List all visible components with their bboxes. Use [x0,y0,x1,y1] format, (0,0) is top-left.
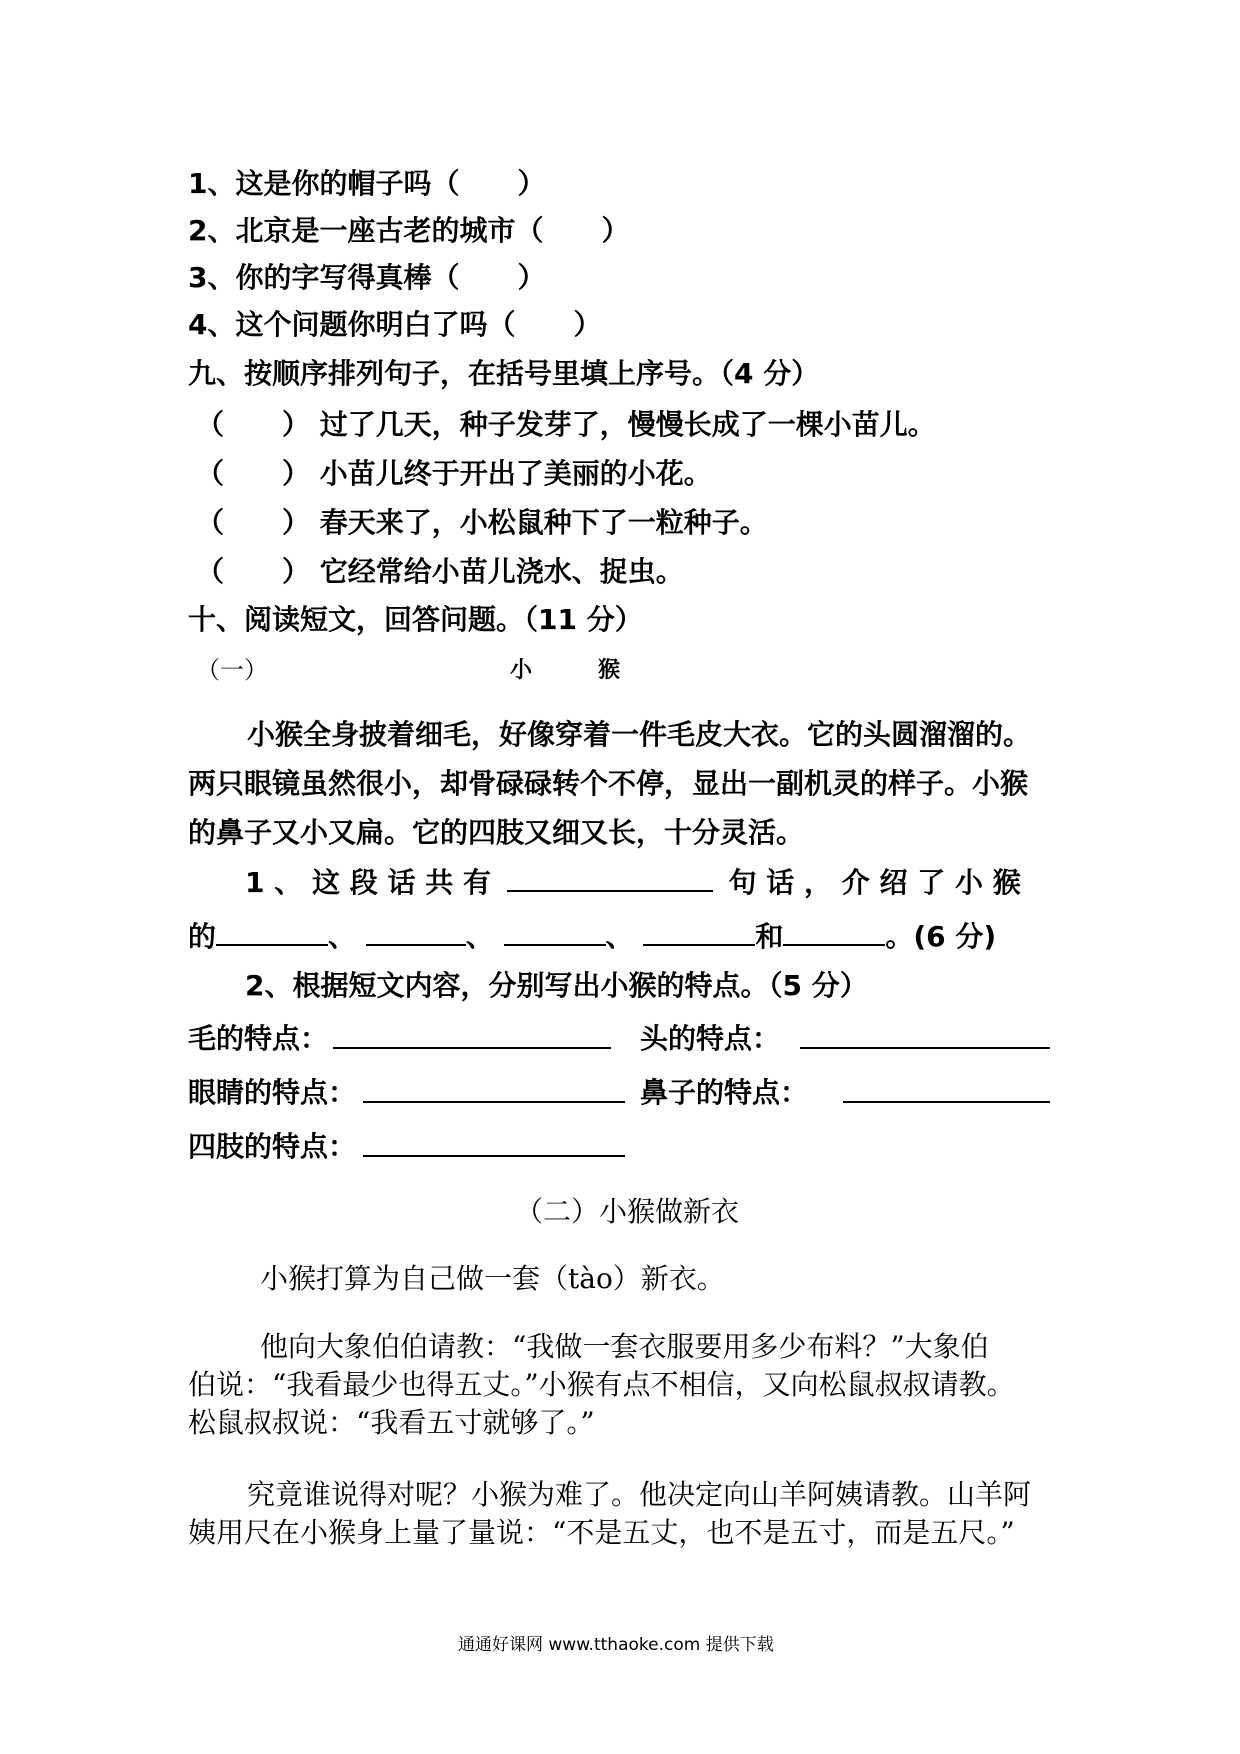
part2-p1: 小猴打算为自己做一套（tào）新衣。 [260,1262,725,1295]
s10-title: 十、阅读短文，回答问题。（11 分） [188,603,643,636]
s9-item-4: （ ） 它经常给小苗儿浇水、捉虫。 [196,555,684,588]
s9-title: 九、按顺序排列句子，在括号里填上序号。（4 分） [188,357,820,390]
part2-p2-line-1: 他向大象伯伯请教：“我做一套衣服要用多少布料？”大象伯 [260,1330,989,1363]
part1-label: （一） [196,656,268,684]
q2-title: 2、根据短文内容，分别写出小猴的特点。（5 分） [245,969,868,1002]
part1-para-line-2: 两只眼镜虽然很小，却骨碌碌转个不停，显出一副机灵的样子。小猴 [188,767,1029,800]
part1-title: 小 猴 [510,658,621,683]
q1-blank-4[interactable] [643,918,755,946]
field-nose-label: 鼻子的特点： [640,1076,809,1109]
q1-blank-5[interactable] [783,918,885,946]
field-limbs-blank[interactable] [363,1129,625,1157]
s8-item-2: 2、北京是一座古老的城市（ ） [188,214,630,247]
q1-line-2: 的 、 、 、 和 。(6 分) [188,920,997,953]
s9-item-2: （ ） 小苗儿终于开出了美丽的小花。 [196,457,712,490]
part1-para-line-3: 的鼻子又小又扁。它的四肢又细又长，十分灵活。 [188,816,805,849]
part2-p3-line-2: 姨用尺在小猴身上量了量说：“不是五丈，也不是五寸，而是五尺。” [188,1516,1015,1549]
s8-item-4: 4、这个问题你明白了吗（ ） [188,308,602,341]
field-nose-blank[interactable] [843,1075,1050,1103]
s9-item-1: （ ） 过了几天，种子发芽了，慢慢长成了一棵小苗儿。 [196,408,936,441]
part2-p3-line-1: 究竟谁说得对呢？小猴为难了。他决定向山羊阿姨请教。山羊阿 [247,1478,1032,1511]
q1-blank-count[interactable] [507,864,713,892]
footer-text: 通通好课网 www.tthaoke.com 提供下载 [458,1635,774,1655]
part2-p2-line-3: 松鼠叔叔说：“我看五寸就够了。” [188,1406,595,1439]
part2-p2-line-2: 伯说：“我看最少也得五丈。”小猴有点不相信，又向松鼠叔叔请教。 [188,1368,1015,1401]
s8-item-1: 1、这是你的帽子吗（ ） [188,167,546,200]
field-limbs-label: 四肢的特点： [188,1130,357,1163]
field-head-label: 头的特点： [640,1022,781,1055]
s9-item-3: （ ） 春天来了，小松鼠种下了一粒种子。 [196,506,768,539]
q1-blank-2[interactable] [366,918,466,946]
part2-title: （二）小猴做新衣 [515,1195,740,1228]
s8-item-3: 3、你的字写得真棒（ ） [188,261,546,294]
q1-blank-3[interactable] [504,918,606,946]
field-eyes-label: 眼睛的特点： [188,1076,357,1109]
part1-para-line-1: 小猴全身披着细毛，好像穿着一件毛皮大衣。它的头圆溜溜的。 [247,718,1032,751]
field-fur-blank[interactable] [333,1021,611,1049]
field-eyes-blank[interactable] [363,1075,625,1103]
field-fur-label: 毛的特点： [188,1022,329,1055]
q1-line-1: 1 、 这 段 话 共 有 句 话 ， 介 绍 了 小 猴 [245,866,1021,899]
field-head-blank[interactable] [800,1021,1050,1049]
q1-blank-1[interactable] [216,918,328,946]
